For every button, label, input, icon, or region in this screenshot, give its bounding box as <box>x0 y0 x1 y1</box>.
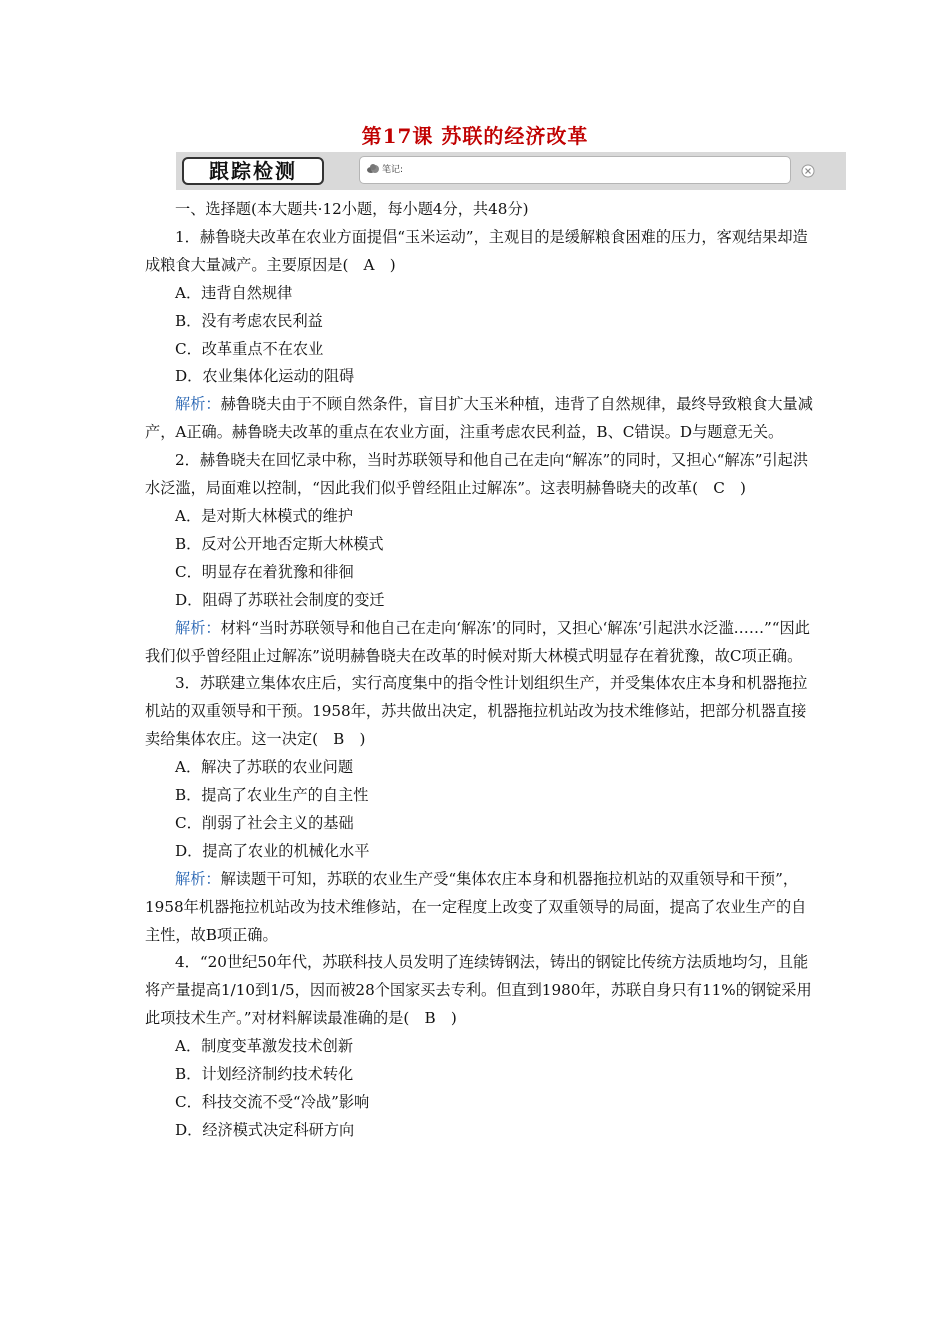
option: A．解决了苏联的农业问题 <box>175 758 354 777</box>
option: B．计划经济制约技术转化 <box>175 1065 354 1084</box>
option: C．科技交流不受“冷战”影响 <box>175 1093 370 1111</box>
analysis <box>145 615 820 671</box>
option: D．阻碍了苏联社会制度的变迁 <box>175 590 385 609</box>
option: A．是对斯大林模式的维护 <box>175 506 354 525</box>
option: B．反对公开地否定斯大林模式 <box>175 534 384 553</box>
question-stem: 4．“20世纪50年代，苏联科技人员发明了连续铸钢法，铸出的钢锭比传统方法质地均匀，且能将产量提高1/10到1/5，因而被28个国家买去专利。但直到1980年，苏联自身只有11%的钢锭采用此项技术生产。”对材料解读最准确的是( B ) <box>145 953 812 1028</box>
analysis-text: 解读题干可知，苏联的农业生产受“集体农庄本身和机器拖拉机站的双重领导和干预”，1958年机器拖拉机站改为技术维修站，在一定程度上改变了双重领导的局面，提高了农业生产的自主性，故B项正确。 <box>145 869 807 944</box>
analysis-label: 解析： <box>175 395 221 414</box>
analysis-label: 解析： <box>175 618 221 637</box>
option: C．削弱了社会主义的基础 <box>175 813 354 832</box>
section-heading: 一、选择题(本大题共·12小题，每小题4分，共48分) <box>175 200 529 218</box>
analysis-label: 解析： <box>175 869 221 888</box>
option: D．农业集体化运动的阻碍 <box>175 367 355 386</box>
tracking-test-banner <box>176 152 846 190</box>
option: C．改革重点不在农业 <box>175 339 324 358</box>
analysis-text: 赫鲁晓夫由于不顾自然条件，盲目扩大玉米种植，违背了自然规律，最终导致粮食大量减产，A正确。赫鲁晓夫改革的重点在农业方面，注重考虑农民利益，B、C错误。D与题意无关。 <box>145 395 813 442</box>
notes-field[interactable] <box>359 156 791 184</box>
analysis <box>145 391 820 447</box>
option: D．提高了农业的机械化水平 <box>175 841 370 860</box>
option: D．经济模式决定科研方向 <box>175 1120 355 1139</box>
option: B．没有考虑农民利益 <box>175 311 323 330</box>
analysis-text: 材料“当时苏联领导和他自己在走向‘解冻’的同时，又担心‘解冻’引起洪水泛滥……”“因此我们似乎曾经阻止过解冻”说明赫鲁晓夫在改革的时候对斯大林模式明显存在着犹豫，故C项正确。 <box>145 618 810 665</box>
question-content <box>145 196 820 1145</box>
option: C．明显存在着犹豫和徘徊 <box>175 562 354 581</box>
page-title: 第17课 苏联的经济改革 <box>361 124 589 148</box>
question-stem: 2．赫鲁晓夫在回忆录中称，当时苏联领导和他自己在走向“解冻”的同时，又担心“解冻”引起洪水泛滥，局面难以控制，“因此我们似乎曾经阻止过解冻”。这表明赫鲁晓夫的改革( C ) <box>145 451 809 498</box>
notes-label: 笔记: <box>382 165 404 175</box>
option: A．制度变革激发技术创新 <box>175 1037 354 1056</box>
question-stem: 3．苏联建立集体农庄后，实行高度集中的指令性计划组织生产，并受集体农庄本身和机器拖拉机站的双重领导和干预。1958年，苏共做出决定，机器拖拉机站改为技术维修站，把部分机器直接卖给集体农庄。这一决定( B ) <box>145 674 808 749</box>
option: B．提高了农业生产的自主性 <box>175 786 369 805</box>
banner-label: 跟踪检测 <box>182 157 324 185</box>
cloud-icon <box>366 163 380 174</box>
option: A．违背自然规律 <box>175 283 293 302</box>
question-stem: 1．赫鲁晓夫改革在农业方面提倡“玉米运动”，主观目的是缓解粮食困难的压力，客观结果却造成粮食大量减产。主要原因是( A ) <box>145 227 808 274</box>
close-icon[interactable] <box>801 164 815 178</box>
analysis <box>145 866 820 950</box>
